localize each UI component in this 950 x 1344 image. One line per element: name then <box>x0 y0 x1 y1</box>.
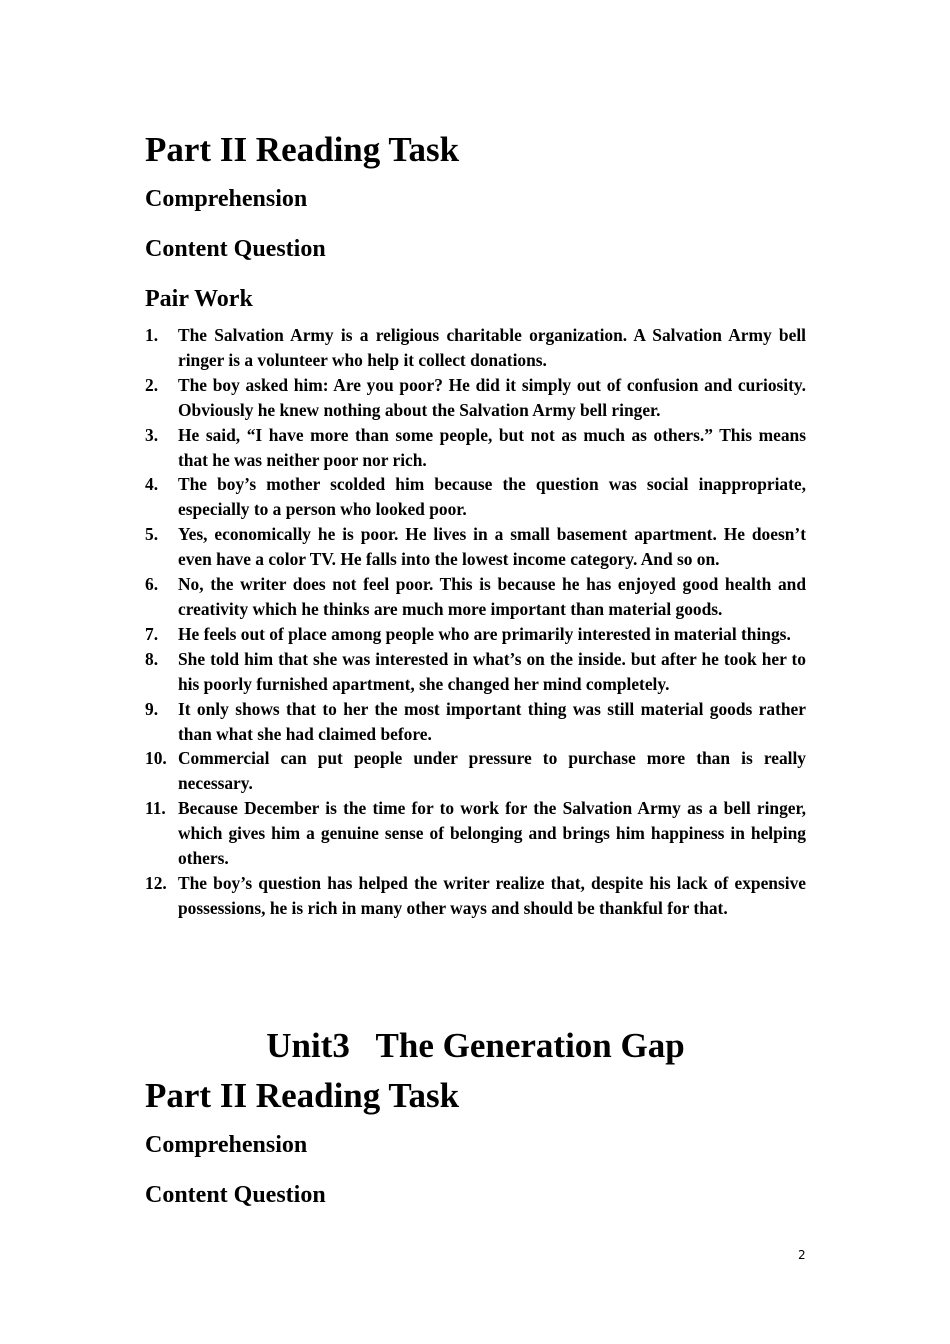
item-number: 2. <box>145 374 159 395</box>
list-item <box>145 323 806 373</box>
list-item <box>145 373 806 423</box>
list-item <box>145 746 806 796</box>
part-title-2: Part II Reading Task <box>145 1076 460 1115</box>
list-item <box>145 871 806 921</box>
item-text: It only shows that to her the most important thing was still material goods rather than what she had claimed before. <box>178 698 806 744</box>
comprehension-heading: Comprehension <box>145 186 308 212</box>
item-number: 12. <box>145 872 167 893</box>
item-text: The Salvation Army is a religious charitable organization. A Salvation Army bell ringer is a volunteer who help it collect donations. <box>178 325 806 370</box>
list-item <box>145 622 806 647</box>
item-text: The boy’s mother scolded him because the question was social inappropriate, especially to a person who looked poor. <box>178 474 806 520</box>
item-number: 11. <box>145 798 166 819</box>
list-item <box>145 697 806 747</box>
list-item <box>145 472 806 522</box>
item-text: He feels out of place among people who are primarily interested in material things. <box>178 623 791 644</box>
content-question-heading-2: Content Question <box>145 1182 326 1208</box>
unit-title: Unit3 The Generation Gap <box>266 1026 685 1065</box>
item-number: 4. <box>145 474 159 495</box>
content-question-heading: Content Question <box>145 236 326 262</box>
item-number: 9. <box>145 698 159 719</box>
pair-work-heading: Pair Work <box>145 286 253 312</box>
item-number: 8. <box>145 648 159 669</box>
item-text: The boy asked him: Are you poor? He did it simply out of confusion and curiosity. Obviously he knew nothing about the Salvation Army bell ringer. <box>178 374 806 420</box>
item-number: 5. <box>145 524 159 545</box>
list-item <box>145 647 806 697</box>
item-number: 1. <box>145 325 159 345</box>
list-item <box>145 796 806 871</box>
list-item <box>145 572 806 622</box>
item-text: Yes, economically he is poor. He lives in a small basement apartment. He doesn’t even have a color TV. He falls into the lowest income category. And so on. <box>178 524 806 570</box>
page-number: 2 <box>798 1248 806 1262</box>
item-text: He said, “I have more than some people, but not as much as others.” This means that he was neither poor nor rich. <box>178 424 806 470</box>
item-number: 10. <box>145 748 167 769</box>
item-number: 6. <box>145 574 159 595</box>
item-text: No, the writer does not feel poor. This is because he has enjoyed good health and creativity which he thinks are much more important than material goods. <box>178 574 806 619</box>
item-text: Commercial can put people under pressure to purchase more than is really necessary. <box>178 748 806 794</box>
part-title: Part II Reading Task <box>145 130 460 169</box>
item-number: 7. <box>145 623 159 644</box>
list-item <box>145 423 806 473</box>
item-text: The boy’s question has helped the writer realize that, despite his lack of expensive possessions, he is rich in many other ways and should be thankful for that. <box>178 872 806 918</box>
item-text: She told him that she was interested in what’s on the inside. but after he took her to his poorly furnished apartment, she changed her mind completely. <box>178 648 806 694</box>
item-number: 3. <box>145 424 159 445</box>
item-text: Because December is the time for to work for the Salvation Army as a bell ringer, which gives him a genuine sense of belonging and brings him happiness in helping others. <box>178 798 806 869</box>
comprehension-heading-2: Comprehension <box>145 1132 308 1158</box>
answer-list <box>145 323 806 921</box>
list-item <box>145 522 806 572</box>
